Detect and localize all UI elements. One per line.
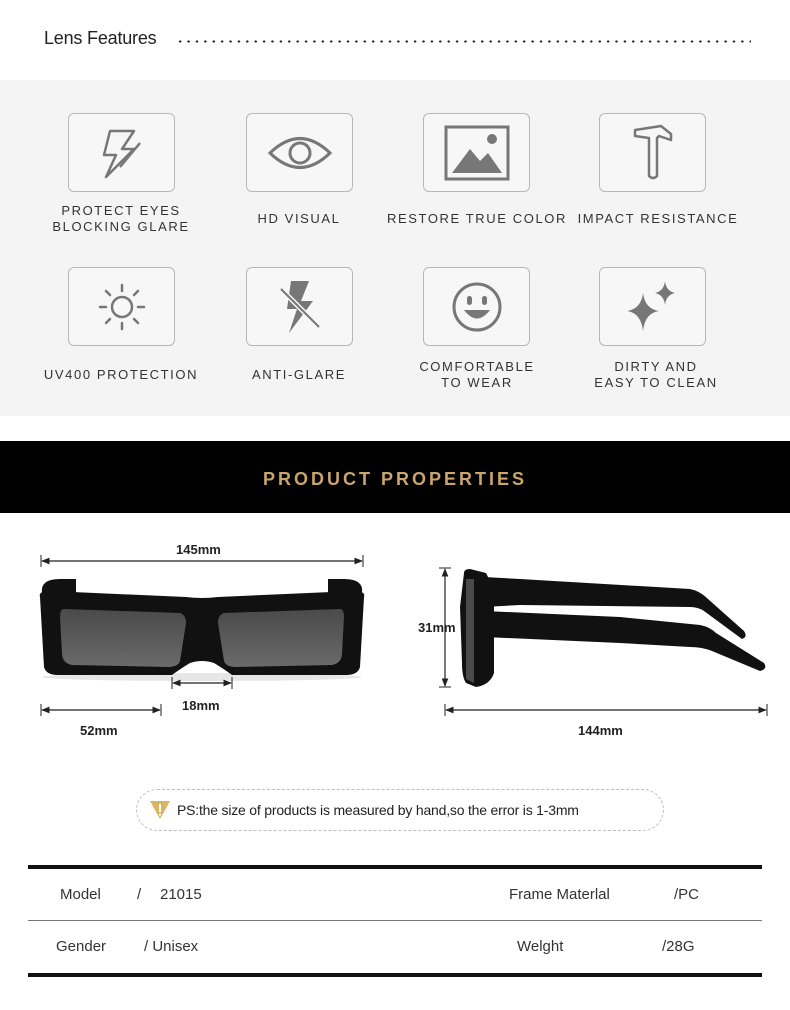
glasses-front-view — [40, 579, 365, 681]
lens-features-header — [0, 0, 790, 80]
spec-weight-value: /28G — [662, 938, 695, 955]
feature-label-hd-visual: HD VISUAL — [257, 211, 341, 226]
features-panel — [0, 80, 790, 416]
spec-model-separator: / — [137, 886, 142, 903]
lens-width-label: 52mm — [80, 723, 118, 738]
spec-table-bottom-rule — [28, 973, 762, 977]
spec-gender-label: Gender — [56, 938, 107, 955]
feature-label-uv400: UV400 PROTECTION — [43, 367, 199, 382]
sparkle-icon — [599, 267, 706, 346]
dotted-divider — [176, 40, 751, 43]
spec-frame-value: /PC — [674, 886, 700, 903]
feature-label-protect-eyes: PROTECT EYES BLOCKING GLARE — [52, 203, 190, 234]
sun-icon — [68, 267, 175, 346]
spec-weight-label: Welght — [517, 938, 564, 955]
spec-table-top-rule — [28, 865, 762, 869]
measurement-note — [136, 789, 664, 831]
lightning-icon — [68, 113, 175, 192]
feature-label-anti-glare: ANTI-GLARE — [251, 367, 346, 382]
feature-label-easy-clean: DIRTY AND EASY TO CLEAN — [594, 359, 718, 390]
total-width-label: 145mm — [176, 542, 221, 557]
lens-height-label: 31mm — [418, 620, 456, 635]
temple-length-label: 144mm — [578, 723, 623, 738]
temple-length-arrow — [445, 704, 767, 716]
lens-width-arrow — [41, 704, 161, 716]
spec-frame-label: Frame Materlal — [509, 886, 610, 903]
product-properties-banner — [0, 441, 790, 513]
lens-features-title: Lens Features — [44, 28, 157, 48]
dimension-drawing — [0, 513, 790, 773]
glasses-side-view — [460, 569, 765, 687]
spec-table-middle-rule — [28, 920, 762, 921]
feature-label-impact: IMPACT RESISTANCE — [577, 211, 739, 226]
banner-title: PRODUCT PROPERTIES — [262, 469, 528, 489]
picture-icon — [423, 113, 530, 192]
dimensions-section — [0, 513, 790, 773]
anti-glare-icon — [246, 267, 353, 346]
spec-model-label: Model — [60, 886, 101, 903]
spec-gender-value: / Unisex — [144, 938, 199, 955]
feature-label-true-color: RESTORE TRUE COLOR — [386, 211, 567, 226]
feature-label-comfortable: COMFORTABLE TO WEAR — [419, 359, 535, 390]
warning-icon — [149, 799, 171, 821]
hammer-icon — [599, 113, 706, 192]
smiley-icon — [423, 267, 530, 346]
bridge-label: 18mm — [182, 698, 220, 713]
measurement-note-text: PS:the size of products is measured by hand,so the error is 1-3mm — [177, 802, 579, 818]
eye-icon — [246, 113, 353, 192]
spec-model-value: 21015 — [160, 886, 202, 903]
